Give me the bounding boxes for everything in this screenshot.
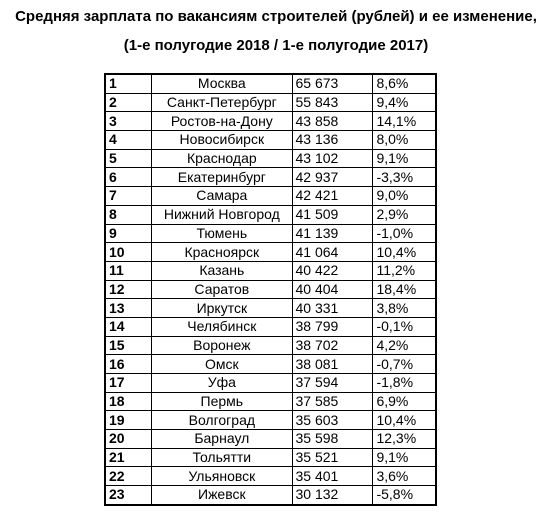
- table-row: [105, 317, 436, 336]
- change-cell: 6,9%: [373, 392, 436, 411]
- table-row: [105, 467, 436, 486]
- rank-cell: 3: [105, 112, 152, 131]
- city-cell: Челябинск: [152, 317, 292, 336]
- city-cell: Барнаул: [152, 430, 292, 449]
- change-cell: -0,1%: [373, 317, 436, 336]
- change-cell: 9,0%: [373, 187, 436, 206]
- rank-cell: 15: [105, 336, 152, 355]
- city-cell: Ульяновск: [152, 467, 292, 486]
- salary-cell: 37 594: [292, 374, 373, 393]
- change-cell: 10,4%: [373, 411, 436, 430]
- rank-cell: 6: [105, 168, 152, 187]
- salary-cell: 65 673: [292, 74, 373, 93]
- salary-cell: 41 064: [292, 243, 373, 262]
- city-cell: Краснодар: [152, 149, 292, 168]
- table-row: [105, 131, 436, 150]
- salary-cell: 37 585: [292, 392, 373, 411]
- salary-cell: 42 421: [292, 187, 373, 206]
- salary-cell: 38 799: [292, 317, 373, 336]
- change-cell: -1,0%: [373, 224, 436, 243]
- change-cell: 8,0%: [373, 131, 436, 150]
- city-cell: Волгоград: [152, 411, 292, 430]
- city-cell: Москва: [152, 74, 292, 93]
- table-row: [105, 74, 436, 93]
- city-cell: Тюмень: [152, 224, 292, 243]
- table-row: [105, 355, 436, 374]
- rank-cell: 9: [105, 224, 152, 243]
- rank-cell: 14: [105, 317, 152, 336]
- city-cell: Уфа: [152, 374, 292, 393]
- change-cell: 9,4%: [373, 93, 436, 112]
- city-cell: Нижний Новгород: [152, 205, 292, 224]
- table-row: [105, 430, 436, 449]
- salary-cell: 38 081: [292, 355, 373, 374]
- city-cell: Новосибирск: [152, 131, 292, 150]
- salary-cell: 41 509: [292, 205, 373, 224]
- rank-cell: 19: [105, 411, 152, 430]
- salary-cell: 40 331: [292, 299, 373, 318]
- city-cell: Пермь: [152, 392, 292, 411]
- city-cell: Воронеж: [152, 336, 292, 355]
- city-cell: Санкт-Петербург: [152, 93, 292, 112]
- rank-cell: 10: [105, 243, 152, 262]
- change-cell: -0,7%: [373, 355, 436, 374]
- city-cell: Иркутск: [152, 299, 292, 318]
- rank-cell: 2: [105, 93, 152, 112]
- city-cell: Омск: [152, 355, 292, 374]
- table-row: [105, 374, 436, 393]
- change-cell: 9,1%: [373, 149, 436, 168]
- rank-cell: 8: [105, 205, 152, 224]
- table-row: [105, 448, 436, 467]
- rank-cell: 17: [105, 374, 152, 393]
- table-row: [105, 93, 436, 112]
- table-subtitle: (1-е полугодие 2018 / 1-е полугодие 2017): [123, 37, 429, 54]
- rank-cell: 23: [105, 486, 152, 505]
- salary-cell: 40 422: [292, 261, 373, 280]
- city-cell: Ижевск: [152, 486, 292, 505]
- city-cell: Самара: [152, 187, 292, 206]
- rank-cell: 12: [105, 280, 152, 299]
- change-cell: 2,9%: [373, 205, 436, 224]
- table-row: [105, 112, 436, 131]
- change-cell: 4,2%: [373, 336, 436, 355]
- salary-cell: 43 102: [292, 149, 373, 168]
- rank-cell: 7: [105, 187, 152, 206]
- rank-cell: 13: [105, 299, 152, 318]
- change-cell: 18,4%: [373, 280, 436, 299]
- change-cell: 12,3%: [373, 430, 436, 449]
- city-cell: Екатеринбург: [152, 168, 292, 187]
- rank-cell: 18: [105, 392, 152, 411]
- salary-cell: 43 858: [292, 112, 373, 131]
- city-cell: Красноярск: [152, 243, 292, 262]
- salary-cell: 40 404: [292, 280, 373, 299]
- table-row: [105, 187, 436, 206]
- salary-cell: 38 702: [292, 336, 373, 355]
- salary-cell: 35 521: [292, 448, 373, 467]
- rank-cell: 5: [105, 149, 152, 168]
- rank-cell: 22: [105, 467, 152, 486]
- change-cell: 9,1%: [373, 448, 436, 467]
- table-row: [105, 261, 436, 280]
- city-cell: Саратов: [152, 280, 292, 299]
- rank-cell: 4: [105, 131, 152, 150]
- city-cell: Тольятти: [152, 448, 292, 467]
- table-row: [105, 411, 436, 430]
- table-row: [105, 205, 436, 224]
- salary-cell: 35 603: [292, 411, 373, 430]
- city-cell: Казань: [152, 261, 292, 280]
- rank-cell: 21: [105, 448, 152, 467]
- table-title: Средняя зарплата по вакансиям строителей (рублей) и ее изменение,: [15, 8, 537, 25]
- change-cell: 14,1%: [373, 112, 436, 131]
- salary-cell: 42 937: [292, 168, 373, 187]
- city-cell: Ростов-на-Дону: [152, 112, 292, 131]
- change-cell: -5,8%: [373, 486, 436, 505]
- salary-cell: 41 139: [292, 224, 373, 243]
- salary-table: [104, 73, 437, 506]
- change-cell: -1,8%: [373, 374, 436, 393]
- rank-cell: 20: [105, 430, 152, 449]
- salary-cell: 35 598: [292, 430, 373, 449]
- salary-cell: 35 401: [292, 467, 373, 486]
- rank-cell: 16: [105, 355, 152, 374]
- table-row: [105, 486, 436, 505]
- change-cell: -3,3%: [373, 168, 436, 187]
- table-row: [105, 243, 436, 262]
- salary-table-body: [105, 74, 436, 505]
- salary-cell: 30 132: [292, 486, 373, 505]
- table-row: [105, 280, 436, 299]
- change-cell: 8,6%: [373, 74, 436, 93]
- table-row: [105, 392, 436, 411]
- rank-cell: 11: [105, 261, 152, 280]
- salary-cell: 43 136: [292, 131, 373, 150]
- table-row: [105, 224, 436, 243]
- change-cell: 3,8%: [373, 299, 436, 318]
- change-cell: 3,6%: [373, 467, 436, 486]
- salary-cell: 55 843: [292, 93, 373, 112]
- table-row: [105, 299, 436, 318]
- table-row: [105, 168, 436, 187]
- table-row: [105, 336, 436, 355]
- table-row: [105, 149, 436, 168]
- rank-cell: 1: [105, 74, 152, 93]
- change-cell: 11,2%: [373, 261, 436, 280]
- change-cell: 10,4%: [373, 243, 436, 262]
